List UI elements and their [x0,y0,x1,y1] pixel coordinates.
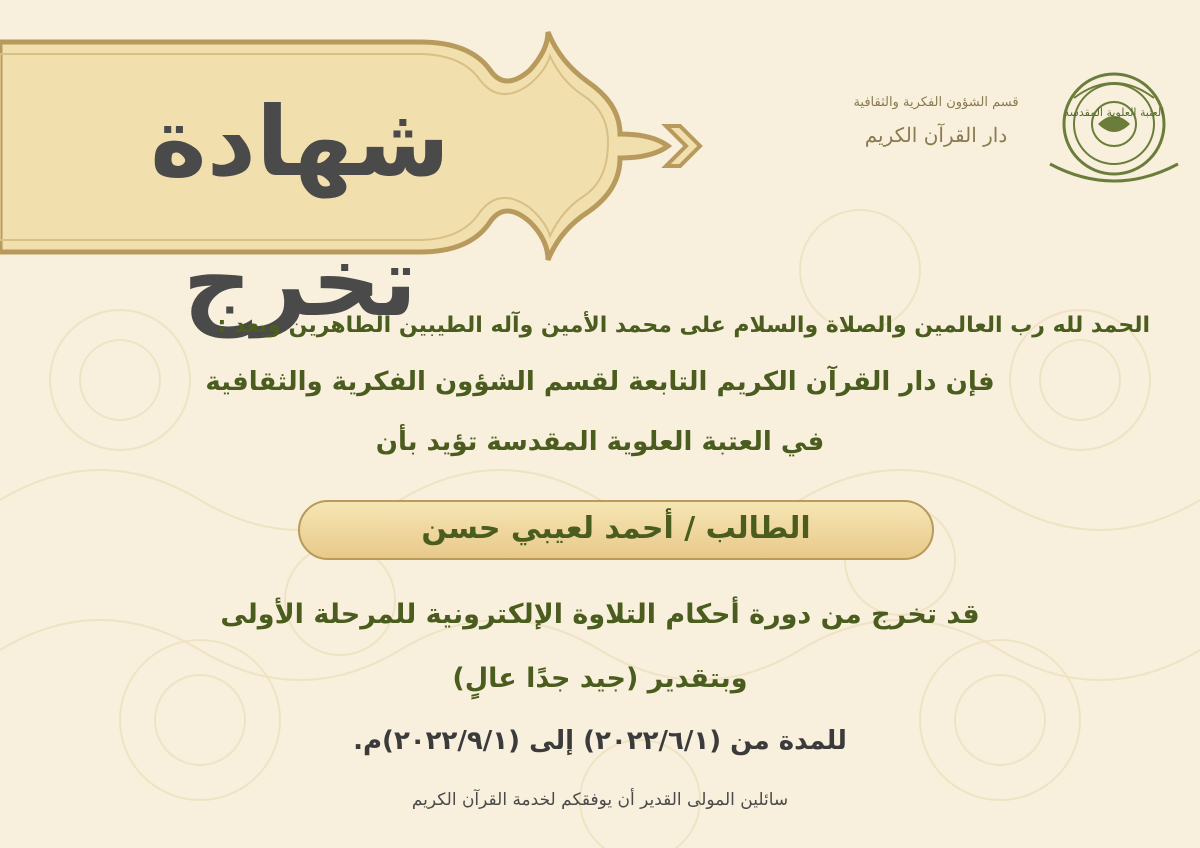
opening-praise-line: الحمد لله رب العالمين والصلاة والسلام على محمد الأمين وآله الطيبين الطاهرين وبعد : [217,313,1150,338]
department-name: قسم الشؤون الفكرية والثقافية [853,95,1019,110]
certificate-title: شهادة تخرج [150,86,450,338]
closing-prayer-line: سائلين المولى القدير أن يوفقكم لخدمة القرآن الكريم [411,790,789,810]
issuer-line-1: فإن دار القرآن الكريم التابعة لقسم الشؤون الفكرية والثقافية [205,367,995,397]
seal-caption: العتبة العلوية المقدسة [1063,106,1165,119]
quran-house-name: دار القرآن الكريم [864,123,1008,147]
shrine-seal-logo [1044,68,1184,190]
issuer-line-2: في العتبة العلوية المقدسة تؤيد بأن [375,427,825,457]
department-logo [846,92,1026,182]
student-name: الطالب / أحمد لعيبي حسن [421,511,811,546]
course-completion-line: قد تخرج من دورة أحكام التلاوة الإلكترونية للمرحلة الأولى [220,599,980,630]
grade-line: وبتقدير (جيد جدًا عالٍ) [452,663,748,694]
course-period-line: للمدة من (٢٠٢٢/٦/١) إلى (٢٠٢٢/٩/١)م. [353,726,847,756]
